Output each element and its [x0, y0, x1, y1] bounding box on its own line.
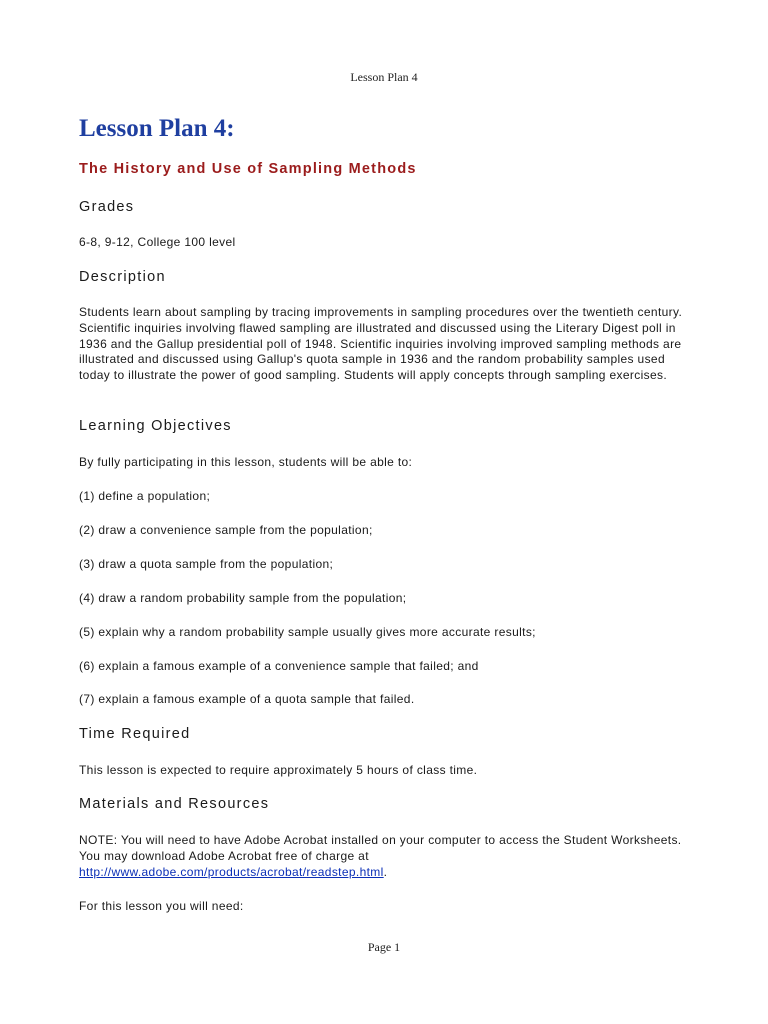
materials-heading: Materials and Resources [79, 796, 270, 812]
page-number: Page 1 [367, 940, 401, 954]
link-trailing-period: . [383, 864, 388, 879]
materials-note [79, 833, 699, 880]
time-heading: Time Required [79, 726, 191, 742]
objective-item: (3) draw a quota sample from the population; [79, 557, 334, 571]
page-title: Lesson Plan 4: [79, 115, 235, 142]
grades-heading: Grades [79, 199, 135, 215]
objective-item: (5) explain why a random probability sample usually gives more accurate results; [79, 625, 536, 639]
objective-item: (7) explain a famous example of a quota sample that failed. [79, 692, 415, 706]
lesson-subtitle: The History and Use of Sampling Methods [79, 161, 417, 177]
objective-item: (6) explain a famous example of a convenience sample that failed; and [79, 659, 479, 673]
materials-need-text: For this lesson you will need: [79, 899, 244, 913]
objective-item: (2) draw a convenience sample from the population; [79, 523, 373, 537]
objective-item: (1) define a population; [79, 489, 211, 503]
objective-item: (4) draw a random probability sample from the population; [79, 591, 407, 605]
objectives-intro: By fully participating in this lesson, students will be able to: [79, 455, 413, 469]
materials-note-text: NOTE: You will need to have Adobe Acrobat installed on your computer to access the Student Worksheets. You may download Adobe Acrobat free of charge at [79, 833, 682, 863]
running-header: Lesson Plan 4 [350, 70, 418, 84]
adobe-link[interactable]: http://www.adobe.com/products/acrobat/readstep.html [79, 864, 384, 879]
description-heading: Description [79, 269, 166, 285]
description-text: Students learn about sampling by tracing improvements in sampling procedures over the twentieth century. Scientific inquiries involving flawed sampling are illustrated and discussed using the Literary Digest poll in 1936 and the Gallup presidential poll of 1948. Scientific inquiries involving improved sampling methods are illustrated and discussed using Gallup's quota sample in 1936 and the random probability samples used today to illustrate the power of good sampling. Students will apply concepts through sampling exercises. [79, 305, 683, 383]
grades-text: 6-8, 9-12, College 100 level [79, 235, 236, 249]
objectives-heading: Learning Objectives [79, 418, 232, 434]
time-text: This lesson is expected to require approximately 5 hours of class time. [79, 763, 478, 777]
